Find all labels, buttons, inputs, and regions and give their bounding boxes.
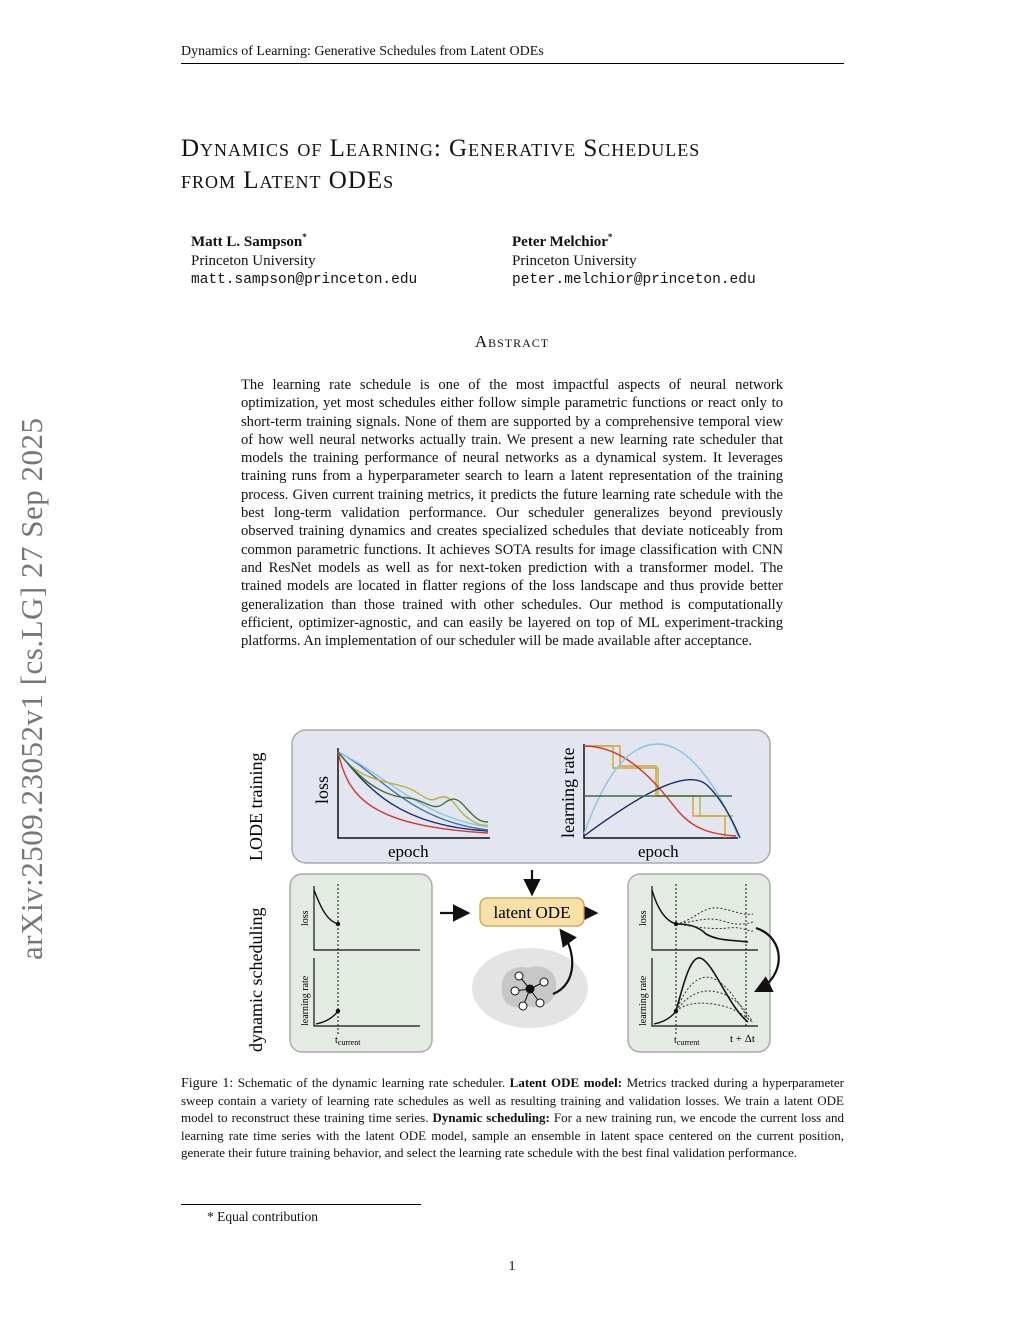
latent-ode-label: latent ODE (493, 903, 571, 922)
loss-axis-label: loss (638, 910, 649, 926)
author-affiliation: Princeton University (512, 253, 637, 269)
loss-axis-label: loss (312, 775, 332, 804)
figure-caption: Figure 1: Schematic of the dynamic learning rate scheduler. Latent ODE model: Metrics tracked during a hyperparameter sweep contain a variety of learning rate schedules as well as resulting training and validation losses. We train a latent ODE model to reconstruct these training time series. Dynamic scheduling: For a new training run, we encode the current loss and learning rate time series with the latent ODE model, sample an ensemble in latent space centered on the current position, generate their future training behavior, and select the learning rate schedule with the best final validation performance. (181, 1075, 844, 1160)
caption-bold-dynamic-scheduling: Dynamic scheduling: (432, 1110, 550, 1126)
arxiv-stamp: arXiv:2509.23052v1 [cs.LG] 27 Sep 2025 (14, 417, 49, 960)
caption-label: Figure 1: (181, 1076, 234, 1091)
t-future-label: t + Δt (730, 1033, 755, 1045)
learning-rate-axis-label: learning rate (300, 975, 311, 1026)
title-line-2: from Latent ODEs (181, 167, 395, 194)
author-block-1 (191, 228, 417, 290)
loss-axis-label: loss (300, 910, 311, 926)
abstract-text: The learning rate schedule is one of the most impactful aspects of neural network optimization, yet most schedules either follow simple parametric functions or react only to short-term training signals. None of them are supported by a comprehensive temporal view of how well neural networks actually train. We present a new learning rate scheduler that models the training performance of neural networks as a dynamical system. It leverages training runs from a hyperparameter search to learn a latent representation of the training process. Given current training metrics, it predicts the future learning rate schedule with the best long-term validation performance. Our scheduler generalizes beyond previously observed training dynamics and creates specialized schedules that deviate noticeably from common parametric functions. It achieves SOTA results for image classification with CNN and ResNet models as well as for next-token prediction with a transformer model. The trained models are located in flatter regions of the loss landscape and thus provide better generalization than those trained with other schedules. Our method is computationally efficient, optimizer-agnostic, and can easily be layered on top of ML experiment-tracking platforms. An implementation of our scheduler will be made available after acceptance. (241, 377, 783, 650)
author-name: Matt L. Sampson* (191, 232, 307, 250)
author-block-2 (512, 228, 756, 290)
latent-space-ensemble (472, 948, 588, 1028)
running-head: Dynamics of Learning: Generative Schedules from Latent ODEs (181, 44, 844, 64)
author-email: matt.sampson@princeton.edu (191, 272, 418, 288)
author-email: peter.melchior@princeton.edu (512, 272, 756, 288)
author-name: Peter Melchior* (512, 232, 613, 250)
page-number: 1 (508, 1259, 516, 1274)
paper-title (181, 133, 861, 197)
title-line-1: Dynamics of Learning: Generative Schedules (181, 135, 701, 162)
footnote: * Equal contribution (207, 1209, 318, 1224)
footnote-rule (181, 1204, 421, 1205)
figure-1-schematic (238, 726, 788, 1056)
author-affiliation: Princeton University (191, 253, 316, 269)
row-label-lode-training: LODE training (246, 752, 266, 861)
epoch-axis-label: epoch (638, 842, 679, 861)
t-current-label: $t_{current}$ (335, 1035, 361, 1047)
learning-rate-axis-label: learning rate (558, 747, 578, 838)
abstract-heading: Abstract (474, 332, 550, 351)
t-current-label: $t_{current}$ (674, 1035, 700, 1047)
current-state-panel (290, 874, 432, 1052)
caption-bold-latent-ode: Latent ODE model: (509, 1075, 623, 1090)
row-label-dynamic-scheduling: dynamic scheduling (246, 907, 266, 1052)
learning-rate-axis-label: learning rate (638, 975, 649, 1026)
prediction-panel (628, 874, 770, 1052)
epoch-axis-label: epoch (388, 842, 429, 861)
